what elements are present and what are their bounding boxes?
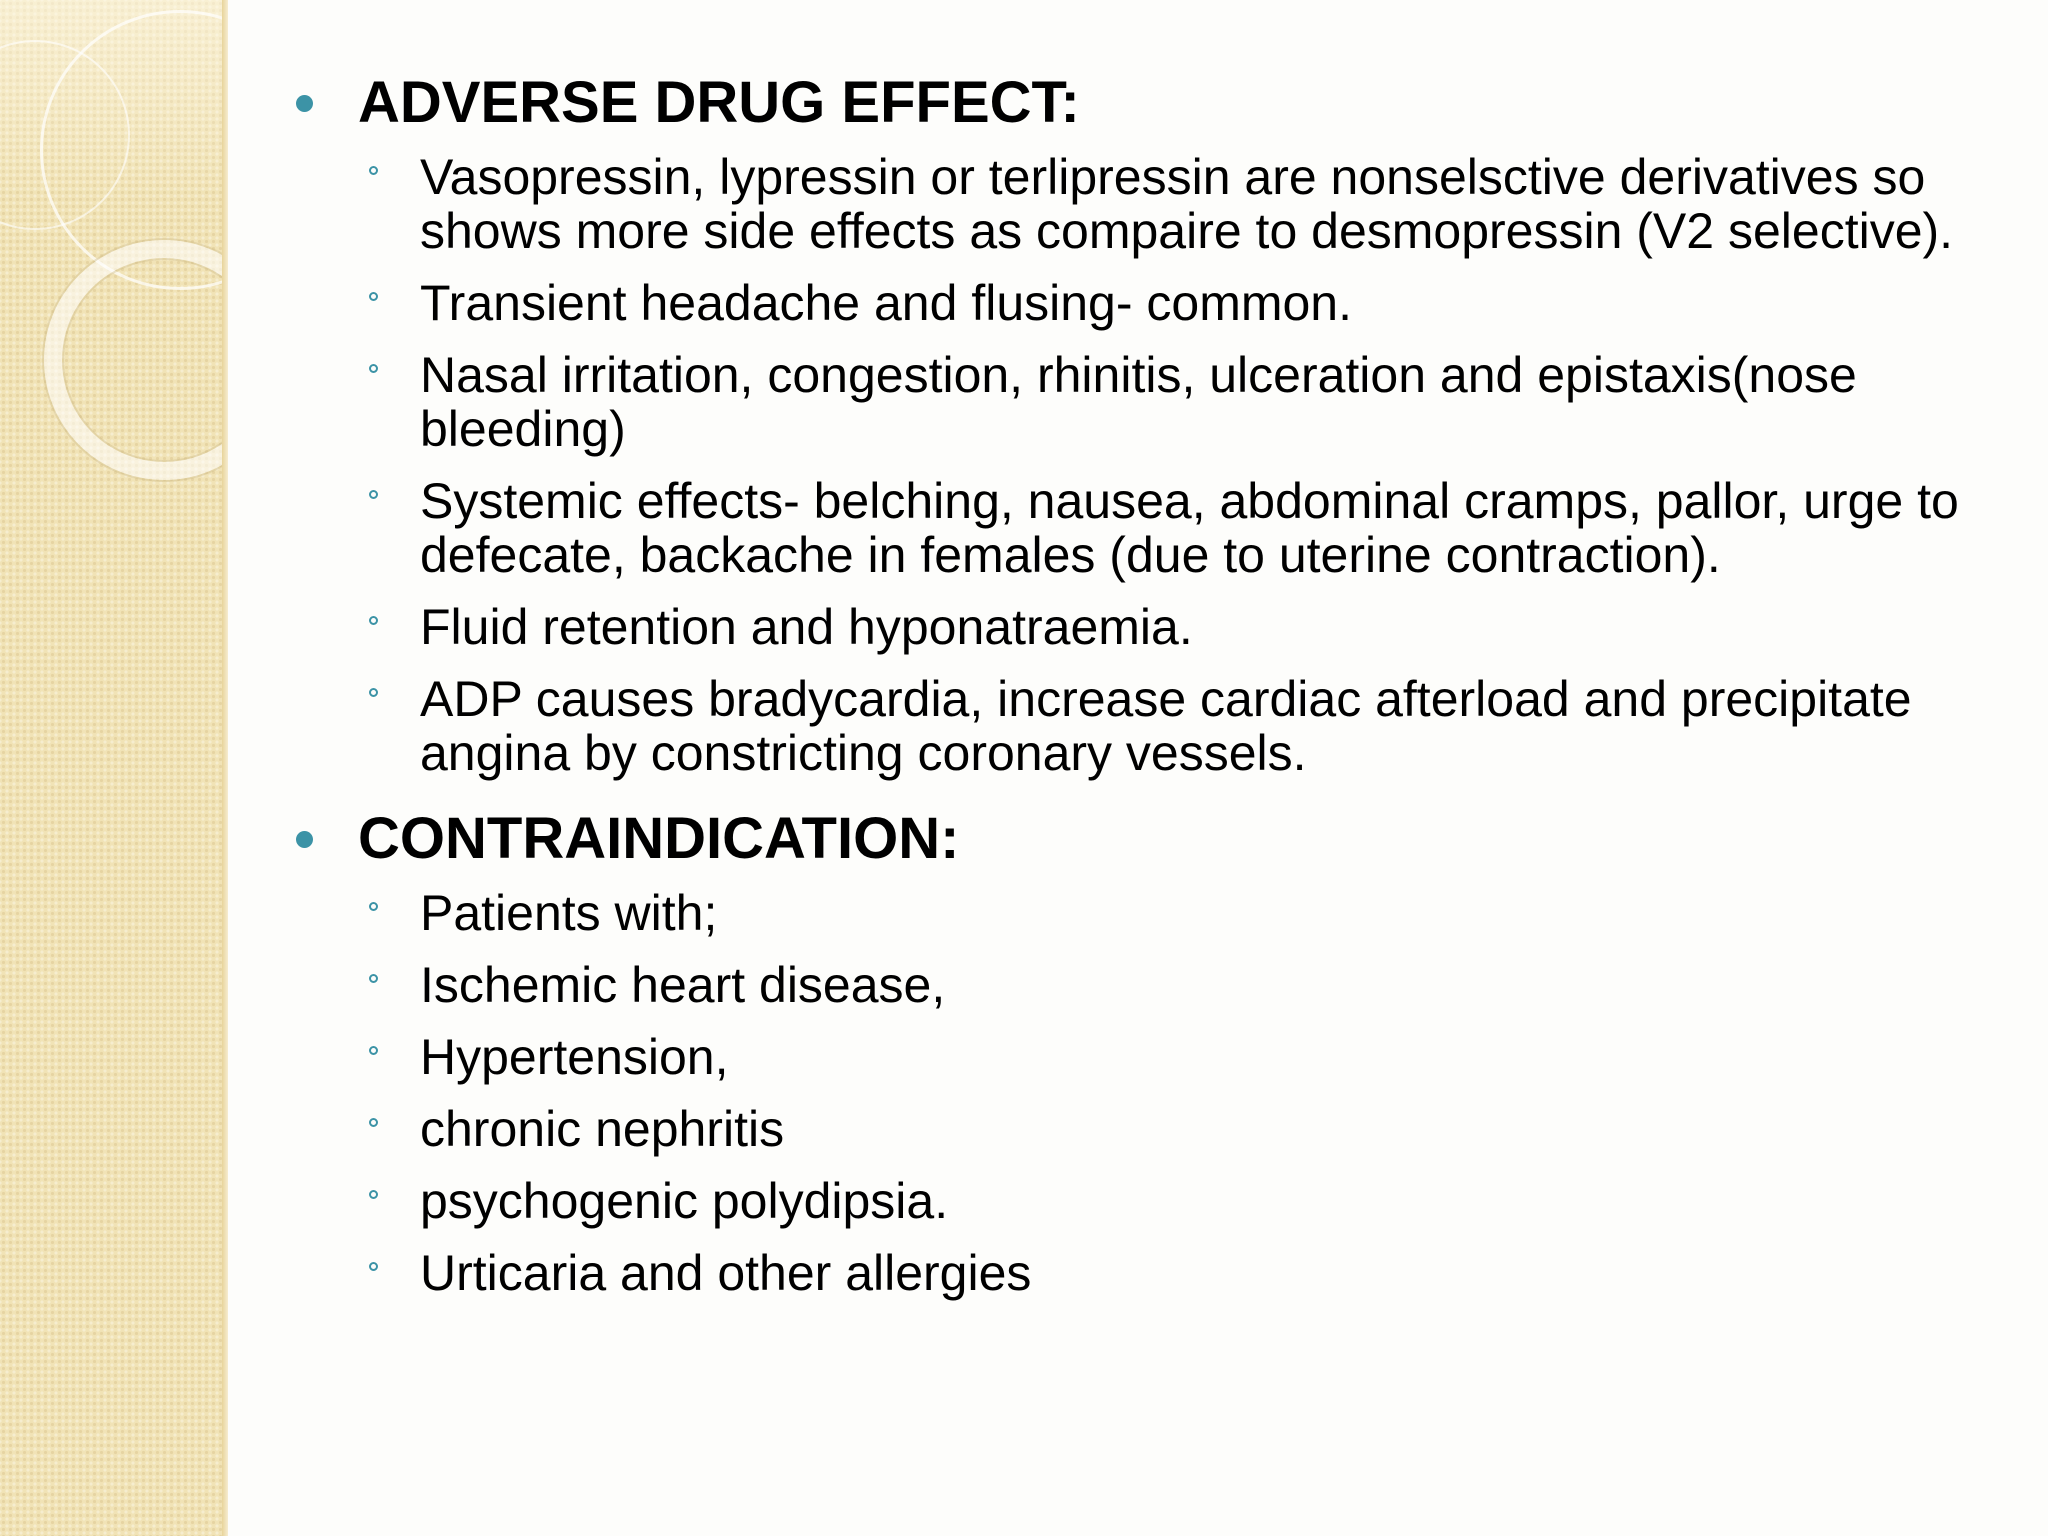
list-item [296, 276, 2016, 330]
sub-bullet-icon [369, 364, 378, 373]
sub-bullet-icon [369, 490, 378, 499]
slide-content [296, 62, 2016, 1318]
sub-bullet-icon [369, 292, 378, 301]
list-item-text: Ischemic heart disease, [420, 957, 946, 1013]
sub-bullet-icon [369, 902, 378, 911]
list-item [296, 1030, 2016, 1084]
list-item [296, 348, 2016, 456]
sub-bullet-icon [369, 1046, 378, 1055]
sub-bullet-icon [369, 1190, 378, 1199]
sub-bullet-icon [369, 1262, 378, 1271]
section-heading [296, 62, 2016, 144]
list-item [296, 958, 2016, 1012]
sub-bullet-icon [369, 166, 378, 175]
decorative-side-strip [0, 0, 228, 1536]
list-item [296, 1102, 2016, 1156]
bullet-list [296, 886, 2016, 1300]
sub-bullet-icon [369, 974, 378, 983]
list-item-text: Fluid retention and hyponatraemia. [420, 599, 1193, 655]
section-contraindication [296, 798, 2016, 1300]
list-item-text: Systemic effects- belching, nausea, abdominal cramps, pallor, urge to defecate, backache in females (due to uterine contraction). [420, 473, 1959, 583]
heading-text: ADVERSE DRUG EFFECT: [358, 70, 1080, 135]
list-item-text: Transient headache and flusing- common. [420, 275, 1353, 331]
bullet-icon [296, 95, 313, 112]
decorative-ring-medium [44, 240, 228, 480]
list-item [296, 474, 2016, 582]
strip-edge [222, 0, 228, 1536]
list-item-text: chronic nephritis [420, 1101, 785, 1157]
sub-bullet-icon [369, 1118, 378, 1127]
list-item [296, 672, 2016, 780]
list-item [296, 1174, 2016, 1228]
list-item [296, 1246, 2016, 1300]
list-item-text: Nasal irritation, congestion, rhinitis, ulceration and epistaxis(nose bleeding) [420, 347, 1857, 457]
list-item-text: Patients with; [420, 885, 718, 941]
bullet-list [296, 150, 2016, 780]
heading-text: CONTRAINDICATION: [358, 806, 960, 871]
sub-bullet-icon [369, 688, 378, 697]
sub-bullet-icon [369, 616, 378, 625]
list-item-text: psychogenic polydipsia. [420, 1173, 949, 1229]
list-item-text: Vasopressin, lypressin or terlipressin are nonselsctive derivatives so shows more side effects as compaire to desmopressin (V2 selective). [420, 149, 1954, 259]
list-item-text: ADP causes bradycardia, increase cardiac afterload and precipitate angina by constricting coronary vessels. [420, 671, 1912, 781]
list-item [296, 150, 2016, 258]
list-item [296, 886, 2016, 940]
section-adverse-effects [296, 62, 2016, 780]
list-item [296, 600, 2016, 654]
list-item-text: Urticaria and other allergies [420, 1245, 1032, 1301]
list-item-text: Hypertension, [420, 1029, 729, 1085]
bullet-icon [296, 831, 313, 848]
section-heading [296, 798, 2016, 880]
